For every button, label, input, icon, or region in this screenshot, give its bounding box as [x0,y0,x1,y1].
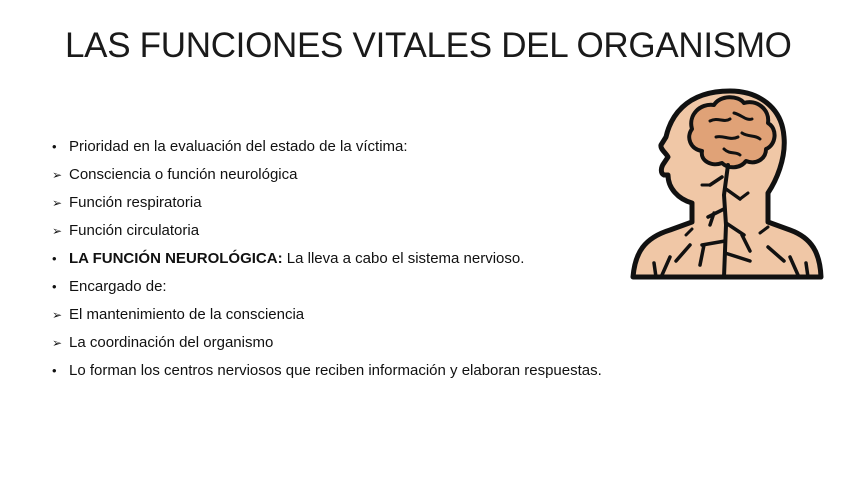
bullet-marker: • [52,139,57,154]
bullet-item [52,133,602,161]
slide-title: LAS FUNCIONES VITALES DEL ORGANISMO [65,26,792,65]
arrow-bullet-marker: ➢ [52,196,63,210]
bullet-item [52,273,602,301]
bullet-item [52,301,602,329]
bullet-item [52,329,602,357]
bullet-text: La lleva a cabo el sistema nervioso. [282,250,525,267]
bullet-text: La coordinación del organismo [69,334,274,351]
arrow-bullet-marker: ➢ [52,308,63,322]
bullet-marker: • [52,251,57,266]
bullet-list [52,133,602,385]
bullet-item [52,189,602,217]
bullet-item [52,217,602,245]
bullet-text: Consciencia o función neurológica [69,166,298,183]
bullet-item [52,357,602,385]
arrow-bullet-marker: ➢ [52,336,63,350]
bullet-text: Prioridad en la evaluación del estado de la víctima: [69,138,408,155]
bullet-bold-text: LA FUNCIÓN NEUROLÓGICA: [69,250,283,267]
nervous-system-head-icon [630,85,824,281]
bullet-text: Función circulatoria [69,222,200,239]
bullet-text: Encargado de: [69,278,167,295]
bullet-item [52,161,602,189]
bullet-text: El mantenimiento de la consciencia [69,306,305,323]
bullet-marker: • [52,363,57,378]
bullet-text: Lo forman los centros nerviosos que reciben información y elaboran respuestas. [69,362,602,379]
arrow-bullet-marker: ➢ [52,224,63,238]
bullet-marker: • [52,279,57,294]
arrow-bullet-marker: ➢ [52,168,63,182]
bullet-text: Función respiratoria [69,194,202,211]
bullet-item [52,245,602,273]
